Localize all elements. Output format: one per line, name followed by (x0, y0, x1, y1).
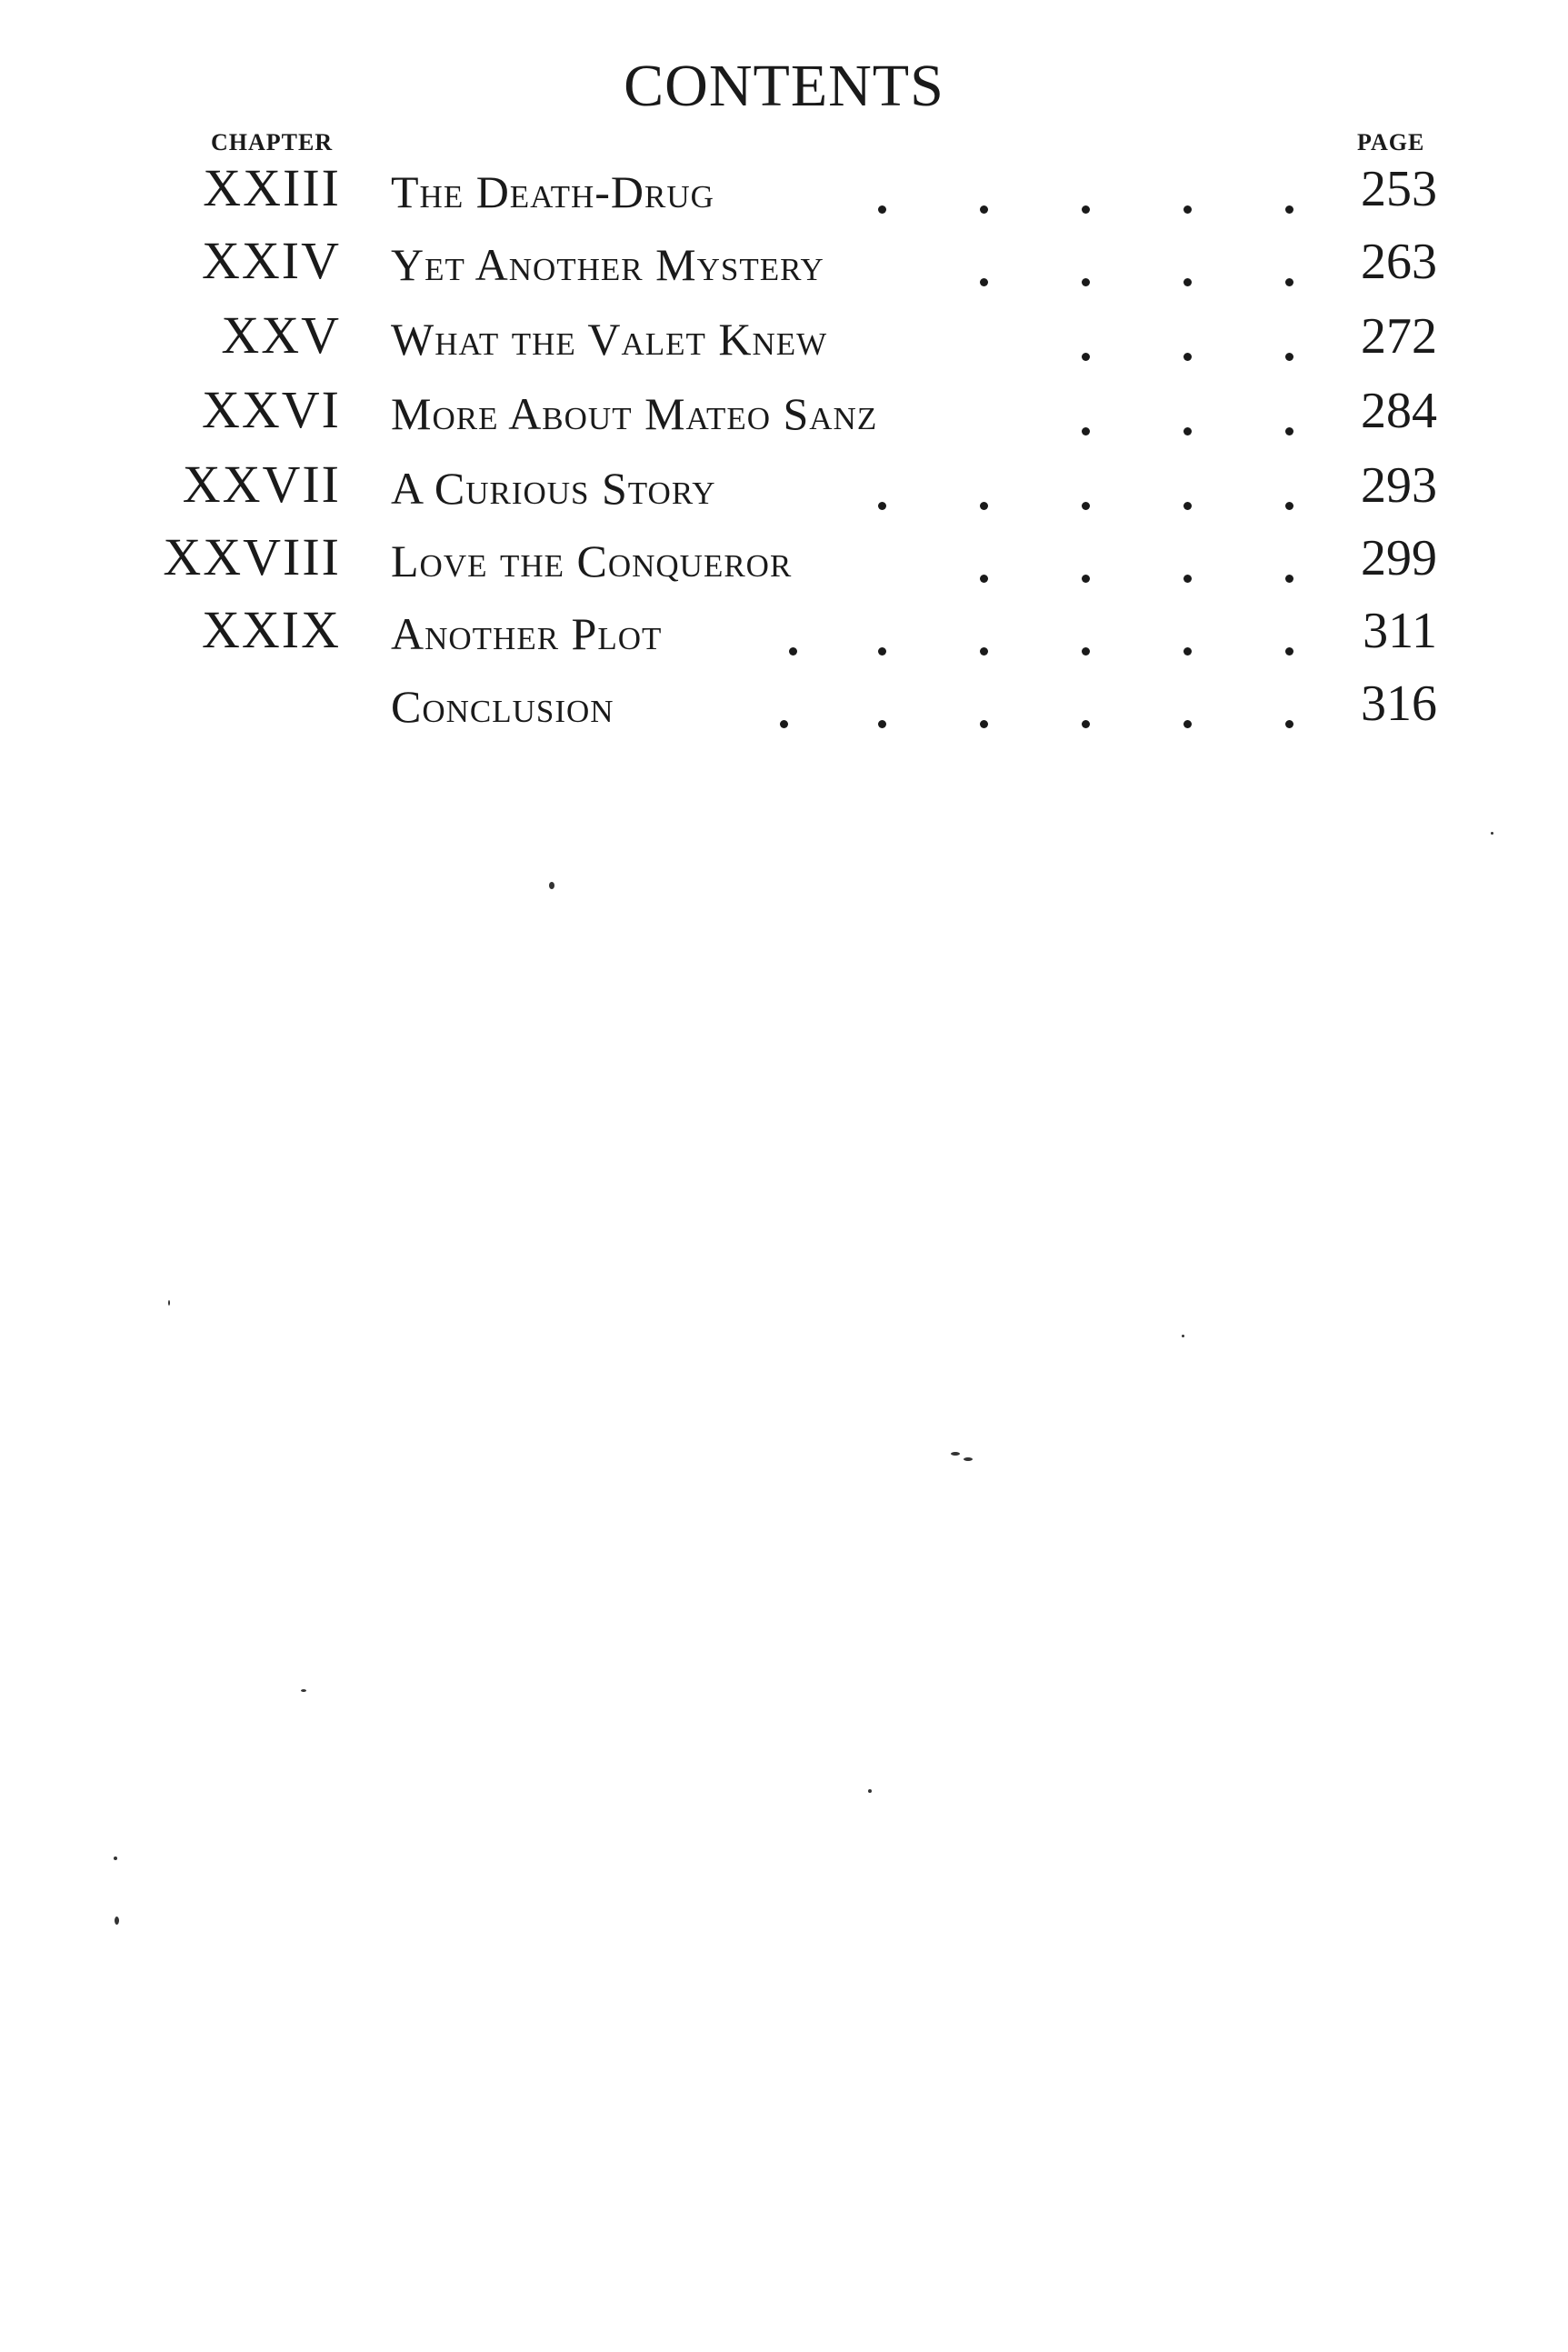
chapter-title: The Death-Drug (391, 166, 714, 217)
chapter-number: XXV (221, 305, 341, 365)
contents-entry (0, 155, 1568, 227)
chapter-title: Love the Conqueror (391, 535, 793, 586)
chapter-number: XXVI (202, 380, 341, 439)
chapter-number: XXIV (202, 231, 341, 290)
scan-speck (115, 1917, 119, 1925)
chapter-number: XXVII (182, 455, 341, 514)
scan-speck (1491, 832, 1493, 835)
contents-entry (0, 451, 1568, 524)
dot-leader (0, 240, 1568, 295)
page-number: 263 (1361, 234, 1437, 290)
page-number: 272 (1361, 308, 1437, 365)
dot-leader (0, 389, 1568, 444)
chapter-title: Conclusion (391, 681, 614, 732)
scan-speck (549, 882, 554, 889)
chapter-title: More About Mateo Sanz (391, 388, 878, 439)
chapter-number: XXVIII (163, 527, 341, 586)
dot-leader (0, 682, 1568, 736)
dot-leader (0, 609, 1568, 664)
scan-speck (168, 1300, 170, 1306)
chapter-title: Yet Another Mystery (391, 239, 824, 290)
contents-entry (0, 376, 1568, 449)
scan-speck (114, 1857, 117, 1860)
contents-entry (0, 227, 1568, 300)
dot-leader (0, 464, 1568, 518)
scan-speck (951, 1452, 960, 1456)
contents-entry (0, 524, 1568, 596)
chapter-title: A Curious Story (391, 463, 716, 514)
chapter-column-header: CHAPTER (211, 129, 334, 155)
scan-speck (868, 1789, 872, 1793)
contents-entry (0, 669, 1568, 742)
chapter-title: Another Plot (391, 608, 663, 659)
dot-leader (0, 315, 1568, 369)
contents-entry (0, 302, 1568, 375)
page-number: 299 (1361, 530, 1437, 586)
scan-speck (1182, 1335, 1184, 1337)
chapter-number: XXIX (202, 600, 341, 659)
scan-speck (301, 1689, 306, 1692)
page-number: 253 (1361, 161, 1437, 217)
chapter-number: XXIII (203, 158, 341, 217)
page-number: 316 (1361, 676, 1437, 732)
dot-leader (0, 536, 1568, 591)
chapter-title: What the Valet Knew (391, 314, 828, 365)
dot-leader (0, 167, 1568, 222)
page-number: 293 (1361, 457, 1437, 514)
page-column-header: PAGE (1357, 129, 1425, 155)
page-number: 284 (1361, 383, 1437, 439)
contents-entry (0, 596, 1568, 669)
scan-speck (964, 1457, 973, 1461)
page-title: CONTENTS (624, 53, 944, 119)
page-number: 311 (1363, 603, 1437, 659)
